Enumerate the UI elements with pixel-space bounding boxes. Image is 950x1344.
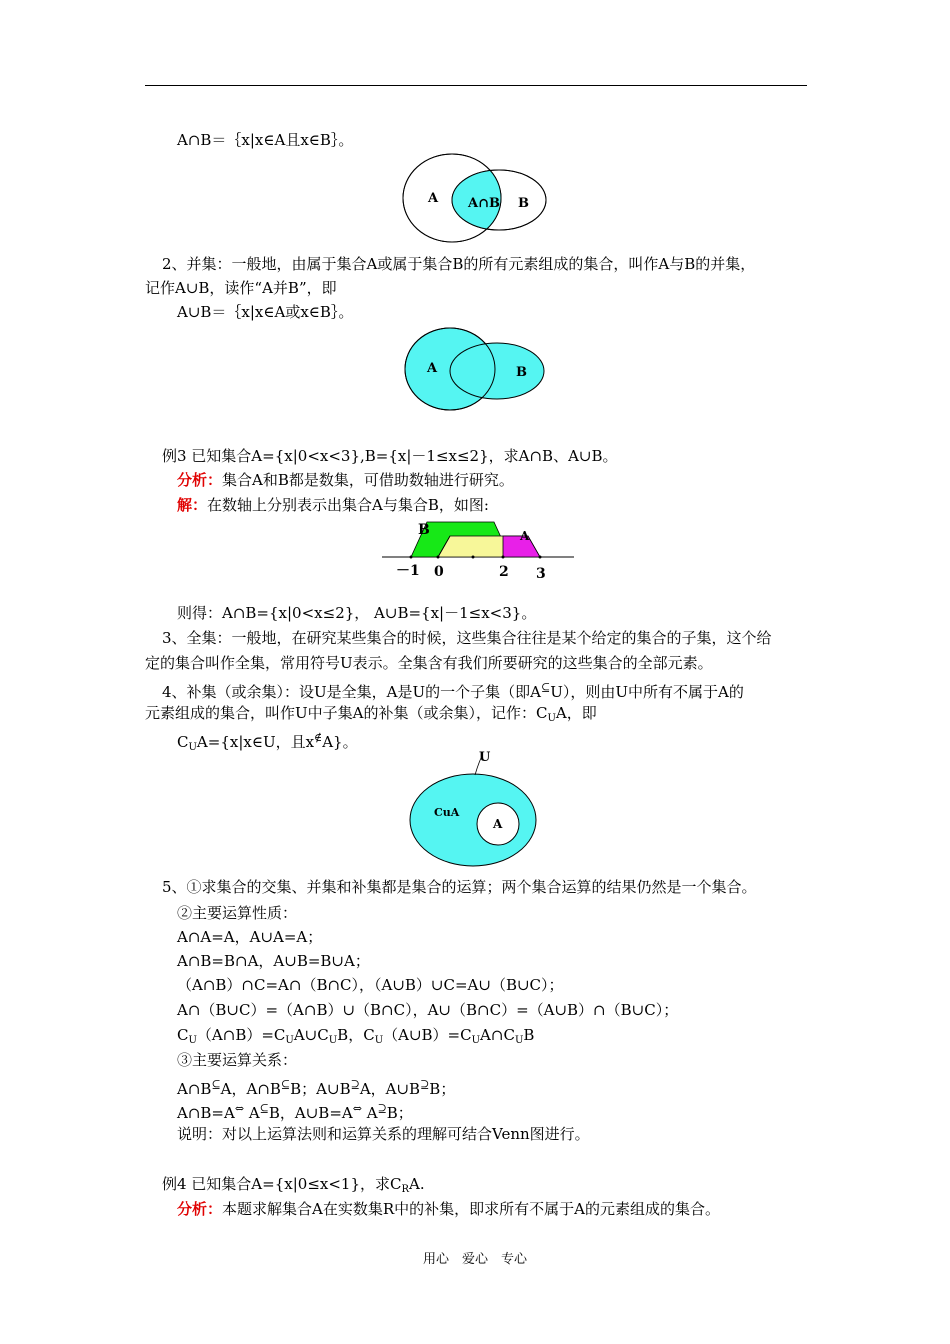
- complement-venn: [405, 748, 545, 870]
- tick-0: 0: [434, 564, 444, 580]
- venn-label-b: B: [518, 196, 529, 211]
- property-5: [177, 1025, 534, 1051]
- analysis-text: 集合A和B都是数集，可借助数轴进行研究。: [222, 471, 514, 489]
- not-element-symbol: ∉: [314, 731, 323, 744]
- property-2: A∩B=B∩A，A∪B=B∪A；: [177, 952, 370, 970]
- r1-a: A∩B: [177, 1080, 212, 1098]
- r1-d: A，A∪B: [359, 1080, 421, 1098]
- union-label-b: B: [516, 365, 527, 380]
- p5-r2: A∪C: [293, 1026, 329, 1044]
- ex4-analysis-label: 分析：: [177, 1200, 223, 1218]
- venn-label-a: A: [428, 191, 439, 206]
- r1-c: B；A∪B: [290, 1080, 351, 1098]
- relation-2: [177, 1099, 413, 1123]
- page-footer: 用心 爱心 专心: [422, 1252, 527, 1267]
- complement-line2-end: A，即: [555, 704, 597, 722]
- complement-formula: [177, 728, 358, 758]
- properties-heading3: ③主要运算关系：: [177, 1051, 298, 1069]
- header-rule: [145, 85, 807, 86]
- ex4-title-sub: R: [401, 1184, 410, 1195]
- intersection-venn: [400, 152, 550, 244]
- p5-sub4: U: [374, 1035, 384, 1046]
- example3-result: 则得：A∩B={x|0<x≤2}， A∪B={x|－1≤x<3}。: [177, 604, 537, 622]
- r2-b: A: [244, 1104, 260, 1122]
- p5-sub5: U: [471, 1035, 481, 1046]
- r2-subset-icon: ⊆: [259, 1102, 269, 1115]
- property-4: A∩（B∪C）=（A∩B）∪（B∩C），A∪（B∩C）=（A∪B）∩（B∪C）；: [177, 1001, 679, 1019]
- intersection-formula: A∩B＝｛x|x∈A且x∈B｝。: [177, 131, 354, 149]
- formula-b: A}。: [322, 733, 358, 751]
- union-def-line1: 2、并集：一般地，由属于集合A或属于集合B的所有元素组成的集合，叫作A与B的并集，: [162, 255, 756, 273]
- subset-symbol: ⊆: [541, 681, 551, 694]
- properties-heading2: ②主要运算性质：: [177, 904, 298, 922]
- example3-solution: [177, 495, 489, 515]
- r1-b: A，A∩B: [220, 1080, 281, 1098]
- tick-3: 3: [536, 566, 546, 582]
- solution-text: 在数轴上分别表示出集合A与集合B，如图:: [207, 496, 489, 514]
- property-3: （A∩B）∩C=A∩（B∩C），（A∪B）∪C=A∪（B∪C）；: [177, 976, 564, 994]
- complement-line1-a: 4、补集（或余集）：设U是全集，A是U的一个子集（即A: [162, 683, 541, 701]
- p5-r1: （A∩B）=C: [196, 1026, 286, 1044]
- p5-c1: C: [177, 1026, 189, 1044]
- example3-analysis: [177, 470, 514, 490]
- ex4-title-b: A.: [409, 1175, 425, 1193]
- r1-e: B；: [429, 1080, 456, 1098]
- venn-label-ab: A∩B: [468, 196, 500, 211]
- p5-sub6: U: [514, 1035, 524, 1046]
- r2-a: A∩B=A: [177, 1104, 235, 1122]
- formula-c: C: [177, 733, 189, 751]
- example4-analysis: [177, 1199, 720, 1219]
- relation-1: [177, 1075, 455, 1099]
- property-1: A∩A=A，A∪A=A；: [177, 928, 323, 946]
- r2-d: A: [361, 1104, 378, 1122]
- union-formula: A∪B＝｛x|x∈A或x∈B｝。: [177, 303, 354, 321]
- complement-line2-sub: U: [547, 713, 556, 724]
- ex4-title-a: 例4 已知集合A={x|0≤x<1}，求C: [162, 1175, 402, 1193]
- complement-line1: [162, 678, 744, 702]
- venn-label-u: U: [479, 750, 491, 765]
- ex4-analysis-text: 本题求解集合A在实数集R中的补集，即求所有不属于A的元素组成的集合。: [222, 1200, 720, 1218]
- union-venn: [400, 324, 550, 414]
- r1-superset2-icon: ⊇: [420, 1078, 430, 1091]
- p5-sub2: U: [285, 1035, 294, 1046]
- example3-title: 例3 已知集合A={x|0<x<3},B={x|－1≤x≤2}，求A∩B、A∪B。: [162, 447, 618, 465]
- number-line-figure: [378, 518, 578, 582]
- r1-superset-icon: ⊇: [350, 1078, 360, 1091]
- r2-iff2-icon: ⇔: [352, 1102, 362, 1115]
- p5-sub3: U: [328, 1035, 338, 1046]
- complement-line1-b: U），则由U中所有不属于A的: [550, 683, 744, 701]
- r2-c: B，A∪B=A: [268, 1104, 353, 1122]
- p5-r6: B: [523, 1026, 535, 1044]
- r2-e: B；: [386, 1104, 413, 1122]
- formula-sub: U: [188, 742, 197, 753]
- venn-label-a-inner: A: [493, 817, 503, 831]
- properties-intro: 5、①求集合的交集、并集和补集都是集合的运算；两个集合运算的结果仍然是一个集合。: [162, 878, 757, 896]
- complement-line2-text: 元素组成的集合，叫作U中子集A的补集（或余集），记作：C: [145, 704, 548, 722]
- properties-note: 说明：对以上运算法则和运算关系的理解可结合Venn图进行。: [177, 1125, 590, 1143]
- r2-iff-icon: ⇔: [234, 1102, 245, 1115]
- p5-sub1: U: [188, 1035, 197, 1046]
- r1-subset-icon: ⊆: [211, 1078, 221, 1091]
- tick-neg1: －1: [396, 563, 420, 579]
- union-label-a: A: [427, 361, 438, 376]
- p5-r4: （A∪B）=C: [383, 1026, 472, 1044]
- tick-2: 2: [499, 564, 509, 580]
- union-def-line2: 记作A∪B，读作“A并B”，即: [145, 279, 337, 297]
- complement-line2: [145, 703, 597, 729]
- analysis-label: 分析：: [177, 471, 223, 489]
- universal-line2: 定的集合叫作全集，常用符号U表示。全集含有我们所要研究的这些集合的全部元素。: [145, 654, 713, 672]
- p5-r3: B，C: [337, 1026, 375, 1044]
- venn-label-cua: CuA: [434, 806, 460, 819]
- example4-title: [162, 1174, 425, 1200]
- universal-line1: 3、全集：一般地，在研究某些集合的时候，这些集合往往是某个给定的集合的子集，这个给: [162, 629, 772, 647]
- axis-label-b: B: [418, 522, 430, 538]
- r2-superset-icon: ⊇: [377, 1102, 387, 1115]
- p5-r5: A∩C: [480, 1026, 515, 1044]
- r1-subset2-icon: ⊆: [280, 1078, 291, 1091]
- formula-a: A={x|x∈U，且x: [196, 733, 315, 751]
- axis-label-a: A: [520, 529, 530, 543]
- solution-label: 解：: [177, 496, 208, 514]
